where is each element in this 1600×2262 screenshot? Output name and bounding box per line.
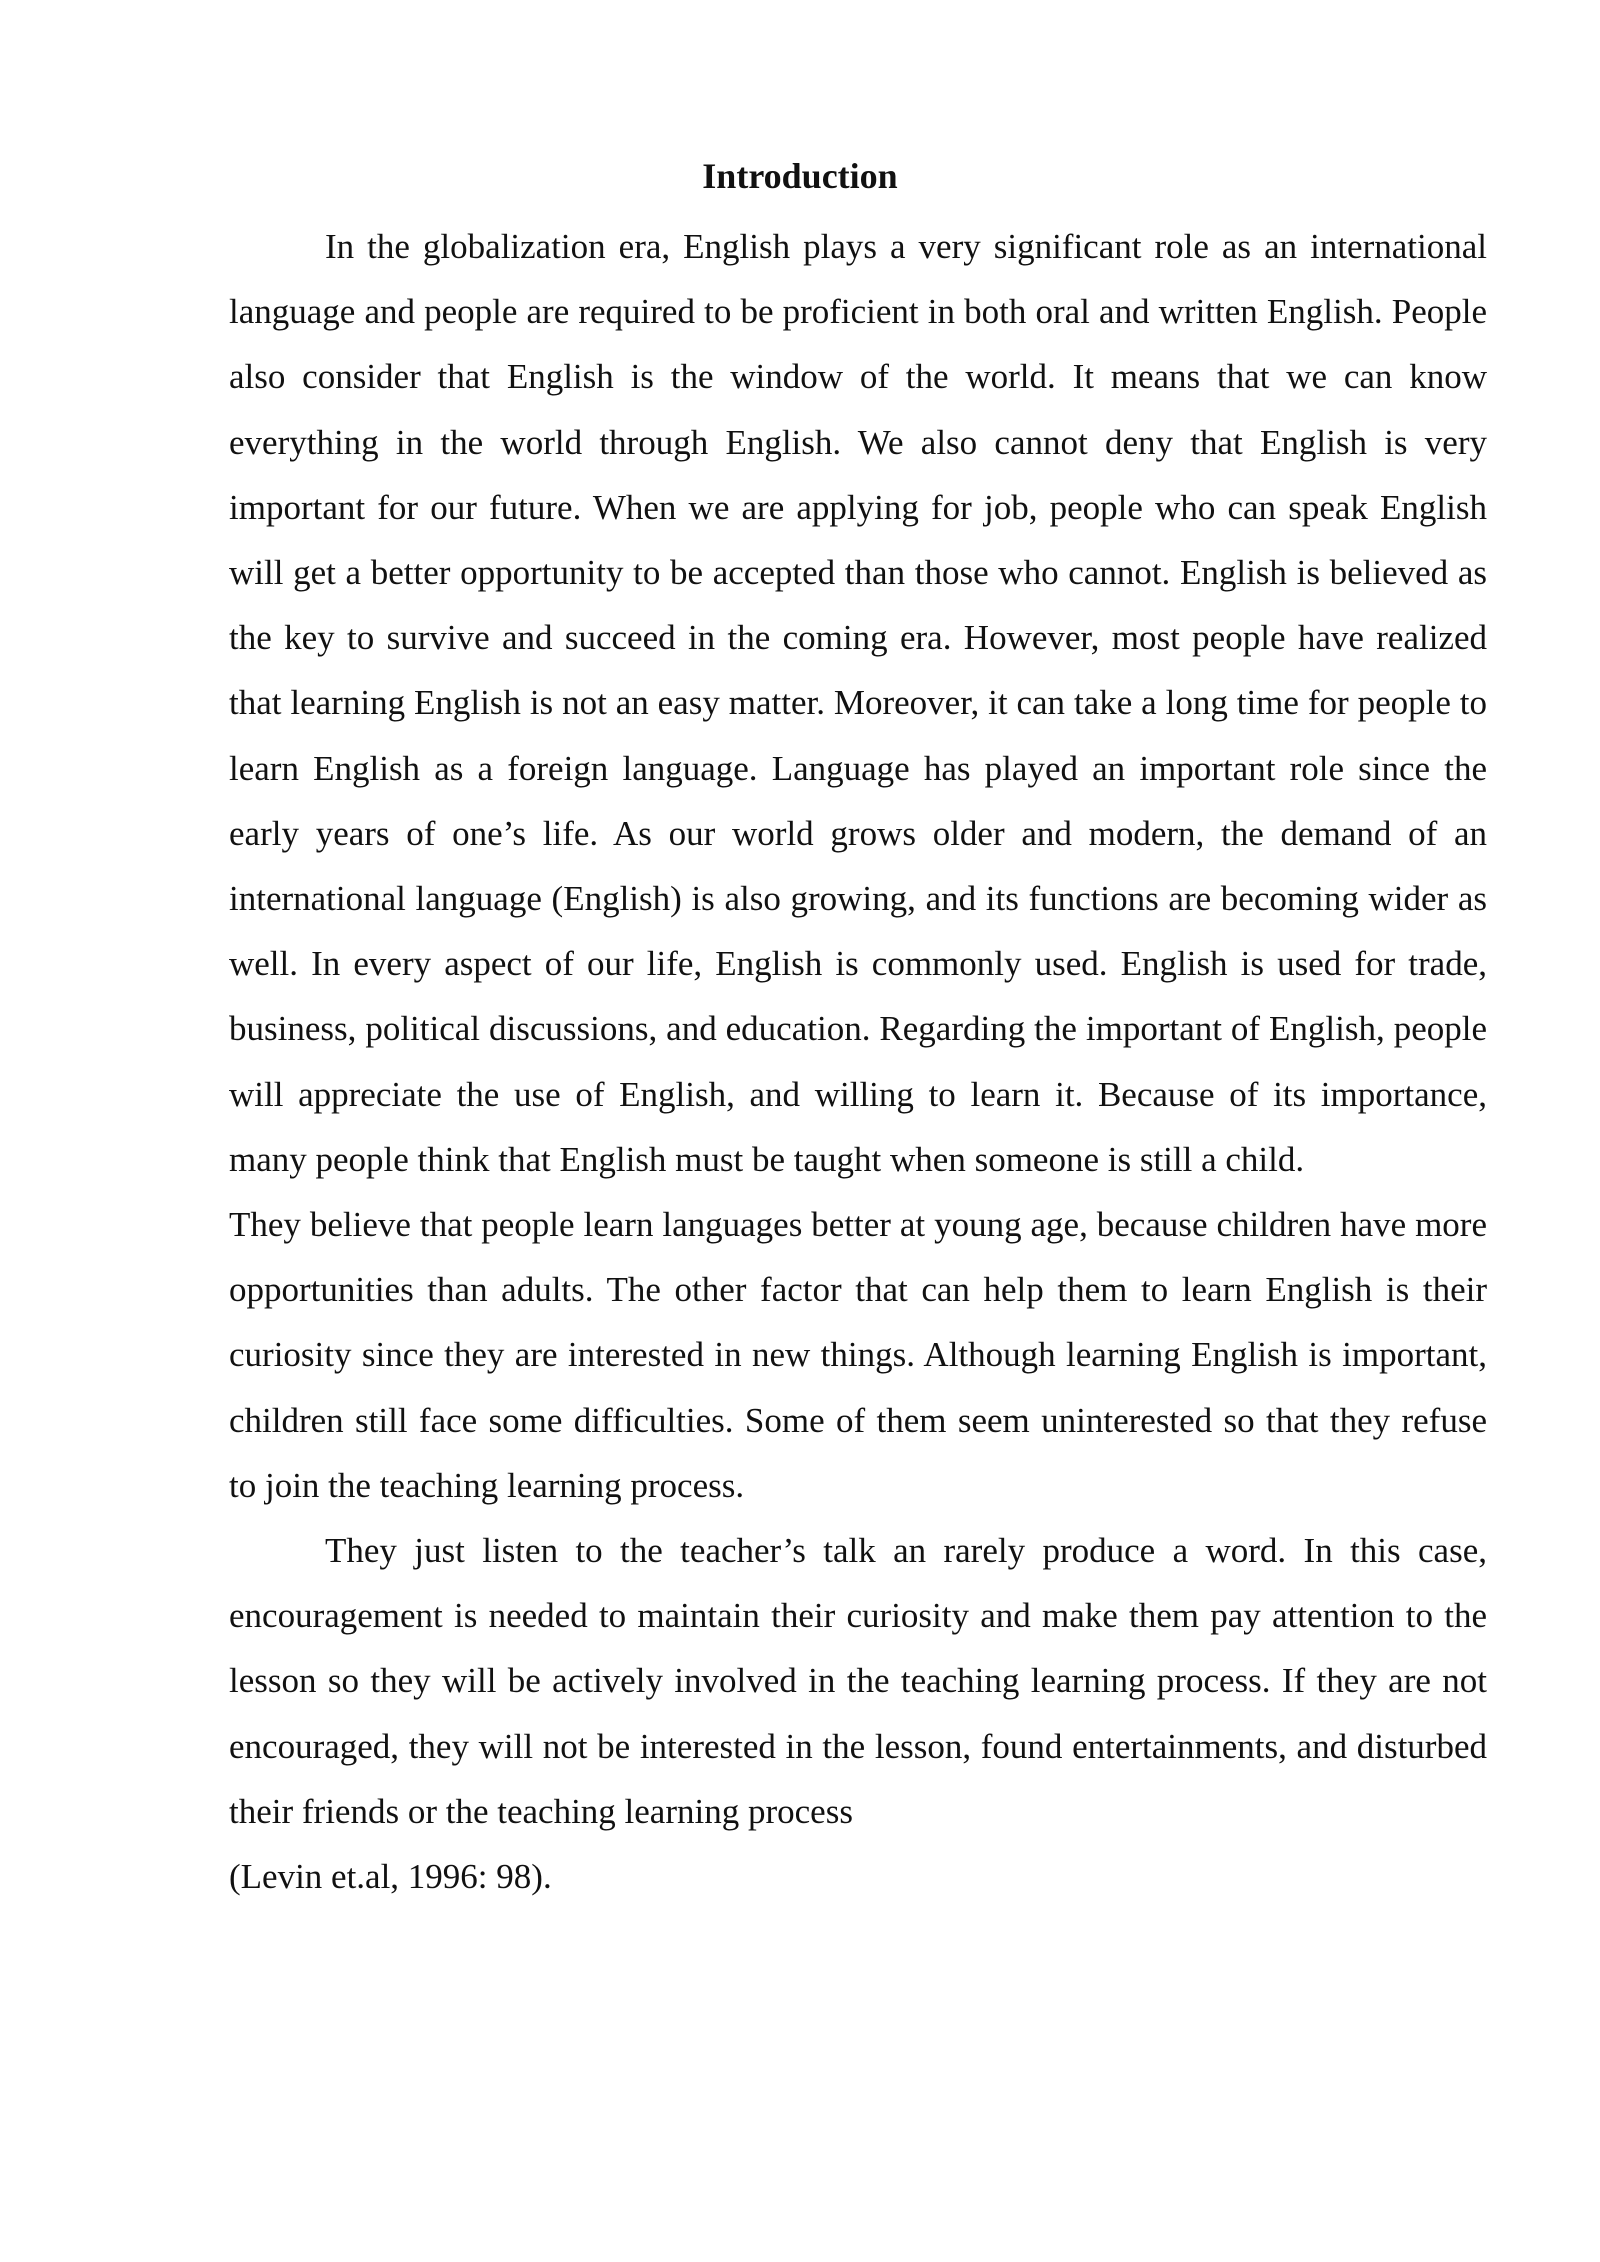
paragraph-1: In the globalization era, English plays a very significant role as an international language and people are required to be proficient in both oral and written English. People also consider that English is the window of the world. It means that we can know everything in the world through English. We also cannot deny that English is very important for our future. When we are applying for job, people who can speak English will get a better opportunity to be accepted than those who cannot. English is believed as the key to survive and succeed in the coming era. However, most people have realized that learning English is not an easy matter. Moreover, it can take a long time for people to learn English as a foreign language. Language has played an important role since the early years of one’s life. As our world grows older and modern, the demand of an international language (English) is also growing, and its functions are becoming wider as well. In every aspect of our life, English is commonly used. English is used for trade, business, political discussions, and education. Regarding the important of English, people will appreciate the use of English, and willing to learn it. Because of its importance, many people think that English must be taught when someone is still a child. (229, 227, 1487, 1179)
page-title: Introduction (702, 156, 898, 196)
paragraph-2: They believe that people learn languages better at young age, because children have more opportunities than adults. The other factor that can help them to learn English is their curiosity since they are interested in new things. Although learning English is important, children still face some difficulties. Some of them seem uninterested so that they refuse to join the teaching learning process. (229, 1205, 1487, 1505)
body-text (229, 214, 1487, 1909)
paragraph-3: They just listen to the teacher’s talk an rarely produce a word. In this case, encouragement is needed to maintain their curiosity and make them pay attention to the lesson so they will be actively involved in the teaching learning process. If they are not encouraged, they will not be interested in the lesson, found entertainments, and disturbed their friends or the teaching learning process (229, 1531, 1487, 1831)
citation: (Levin et.al, 1996: 98). (229, 1857, 552, 1897)
